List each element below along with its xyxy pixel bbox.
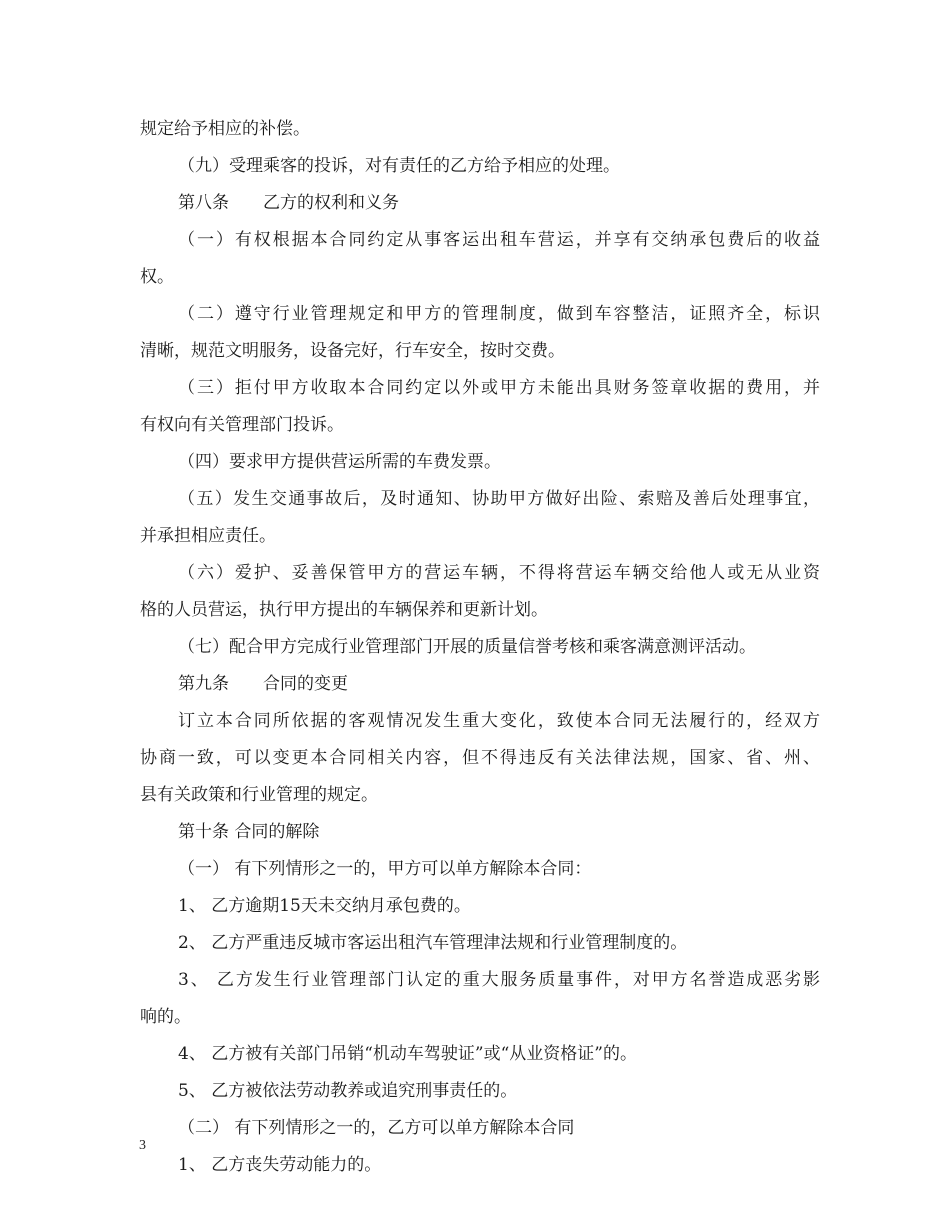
text-line: （七）配合甲方完成行业管理部门开展的质量信誉考核和乘客满意测评活动。 bbox=[178, 637, 756, 657]
text-line: （五）发生交通事故后，及时通知、协助甲方做好出险、索赔及善后处理事宜， bbox=[178, 489, 820, 509]
text-line: （九）受理乘客的投诉，对有责任的乙方给予相应的处理。 bbox=[178, 156, 620, 176]
text-line: 格的人员营运，执行甲方提出的车辆保养和更新计划。 bbox=[140, 600, 548, 620]
text-line: （一） 有下列情形之一的，甲方可以单方解除本合同： bbox=[178, 859, 592, 879]
text-line: （三）拒付甲方收取本合同约定以外或甲方未能出具财务签章收据的费用，并 bbox=[178, 378, 820, 398]
text-line: （一）有权根据本合同约定从事客运出租车营运，并享有交纳承包费后的收益 bbox=[178, 230, 820, 250]
text-line: 并承担相应责任。 bbox=[140, 526, 276, 546]
text-line: 协商一致，可以变更本合同相关内容，但不得违反有关法律法规，国家、省、州、 bbox=[140, 748, 820, 768]
document-body bbox=[140, 115, 820, 1188]
page-number: 3 bbox=[139, 1138, 146, 1153]
text-line: 第八条 乙方的权利和义务 bbox=[178, 193, 399, 213]
text-line: 5、 乙方被依法劳动教养或追究刑事责任的。 bbox=[178, 1081, 518, 1101]
text-line: 县有关政策和行业管理的规定。 bbox=[140, 785, 378, 805]
text-line: 4、 乙方被有关部门吊销“机动车驾驶证”或“从业资格证”的。 bbox=[178, 1044, 637, 1064]
text-line: 1、 乙方逾期15天未交纳月承包费的。 bbox=[178, 896, 471, 916]
text-line: （二） 有下列情形之一的，乙方可以单方解除本合同 bbox=[178, 1118, 575, 1138]
text-line: （六）爱护、妥善保管甲方的营运车辆，不得将营运车辆交给他人或无从业资 bbox=[178, 563, 820, 583]
text-line: 第九条 合同的变更 bbox=[178, 674, 348, 694]
text-line: 有权向有关管理部门投诉。 bbox=[140, 415, 344, 435]
text-line: （二）遵守行业管理规定和甲方的管理制度，做到车容整洁，证照齐全，标识 bbox=[178, 304, 820, 324]
text-line: 1、 乙方丧失劳动能力的。 bbox=[178, 1155, 382, 1175]
text-line: 规定给予相应的补偿。 bbox=[140, 119, 310, 139]
text-line: 第十条 合同的解除 bbox=[178, 822, 320, 842]
text-line: 2、 乙方严重违反城市客运出租汽车管理津法规和行业管理制度的。 bbox=[178, 933, 688, 953]
text-line: 订立本合同所依据的客观情况发生重大变化，致使本合同无法履行的，经双方 bbox=[178, 711, 820, 731]
text-line: 响的。 bbox=[140, 1007, 191, 1027]
text-line: 权。 bbox=[140, 267, 174, 287]
text-line: 3、 乙方发生行业管理部门认定的重大服务质量事件，对甲方名誉造成恶劣影 bbox=[178, 970, 820, 990]
text-line: （四）要求甲方提供营运所需的车费发票。 bbox=[178, 452, 501, 472]
text-line: 清晰，规范文明服务，设备完好，行车安全，按时交费。 bbox=[140, 341, 565, 361]
